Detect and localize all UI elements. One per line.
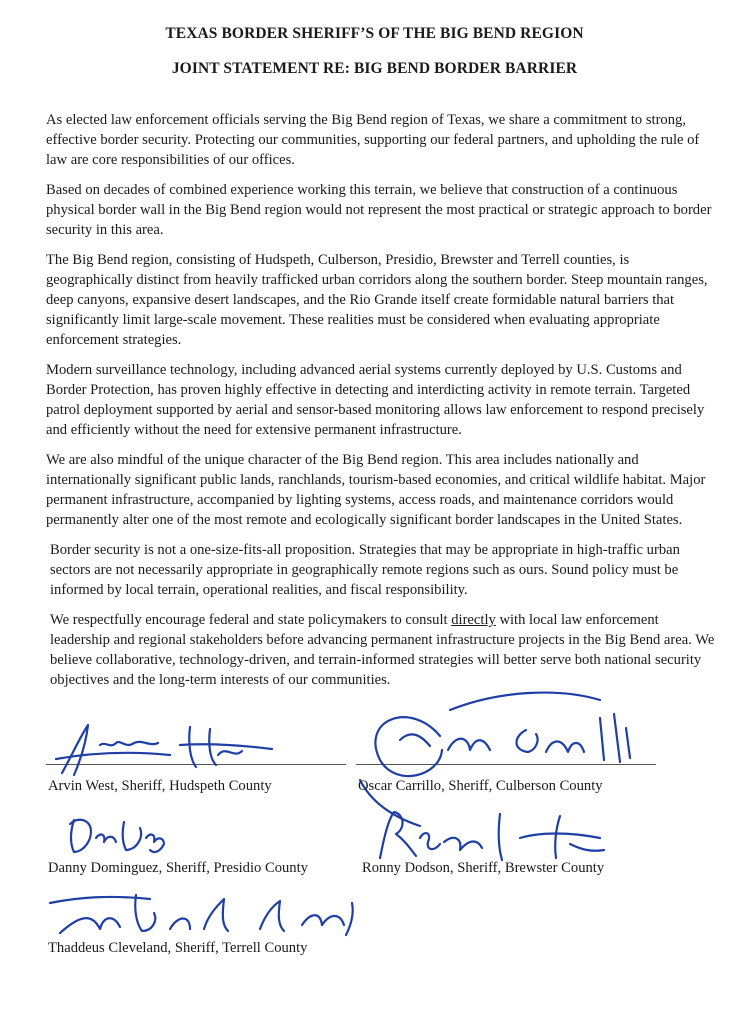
paragraph-2: Based on decades of combined experience working this terrain, we believe that construction of a continuous physical border wall in the Big Bend region would not represent the most practical or strategic approach to border security in this area. (46, 182, 712, 238)
statement-body (46, 110, 716, 700)
signature-cleveland-image (40, 885, 370, 945)
signatory-cleveland: Thaddeus Cleveland, Sheriff, Terrell County (48, 940, 308, 956)
paragraph-5: We are also mindful of the unique character of the Big Bend region. This area includes nationally and internationally significant public lands, ranchlands, tourism-based economies, and critical wildlife habitat. Major permanent infrastructure, accompanied by lighting systems, access roads, and maintenance corridors would permanently alter one of the most remote and ecologically significant border landscapes in the United States. (46, 452, 706, 528)
paragraph-6: Border security is not a one-size-fits-all proposition. Strategies that may be appropriate in high-traffic urban sectors are not necessarily appropriate in geographically remote regions such as ours. Sound policy must be informed by local terrain, operational realities, and fiscal responsibility. (50, 542, 680, 598)
underlined-word: directly (451, 612, 496, 628)
signatory-dodson: Ronny Dodson, Sheriff, Brewster County (362, 860, 605, 876)
paragraph-7 (46, 610, 716, 690)
signatory-carrillo: Oscar Carrillo, Sheriff, Culberson County (358, 778, 603, 794)
paragraph-7-start: We respectfully encourage federal and state policymakers to consult (50, 612, 452, 628)
document-subtitle: JOINT STATEMENT RE: BIG BEND BORDER BARRIER (171, 60, 578, 77)
paragraph-1: As elected law enforcement officials serving the Big Bend region of Texas, we share a commitment to strong, effective border security. Protecting our communities, supporting our federal partners, and upholding the rule of law are core responsibilities of our offices. (46, 112, 700, 168)
paragraph-7-end: with local law enforcement leadership and regional stakeholders before advancing permanent infrastructure projects in the Big Bend area. We believe collaborative, technology-driven, and terrain-informed strategies will better serve both national security objectives and the long-term interests of our communities. (50, 612, 715, 688)
signature-west-image (50, 715, 280, 785)
signature-dominguez-image (60, 808, 180, 858)
signatory-dominguez: Danny Dominguez, Sheriff, Presidio County (48, 860, 308, 876)
document-title: TEXAS BORDER SHERIFF’S OF THE BIG BEND REGION (165, 25, 584, 42)
paragraph-4: Modern surveillance technology, including advanced aerial systems currently deployed by U.S. Customs and Border Protection, has proven highly effective in detecting and interdicting activity in remote terrain. Targeted patrol deployment supported by aerial and sensor-based monitoring allows law enforcement to respond precisely and efficiently without the need for extensive permanent infrastructure. (46, 362, 705, 438)
signatory-west: Arvin West, Sheriff, Hudspeth County (48, 778, 272, 794)
paragraph-3: The Big Bend region, consisting of Hudspeth, Culberson, Presidio, Brewster and Terrell counties, is geographically distinct from heavily trafficked urban corridors along the southern border. Steep mountain ranges, deep canyons, expansive desert landscapes, and the Rio Grande itself create formidable natural barriers that significantly limit large-scale movement. These realities must be considered when evaluating appropriate enforcement strategies. (46, 252, 708, 348)
